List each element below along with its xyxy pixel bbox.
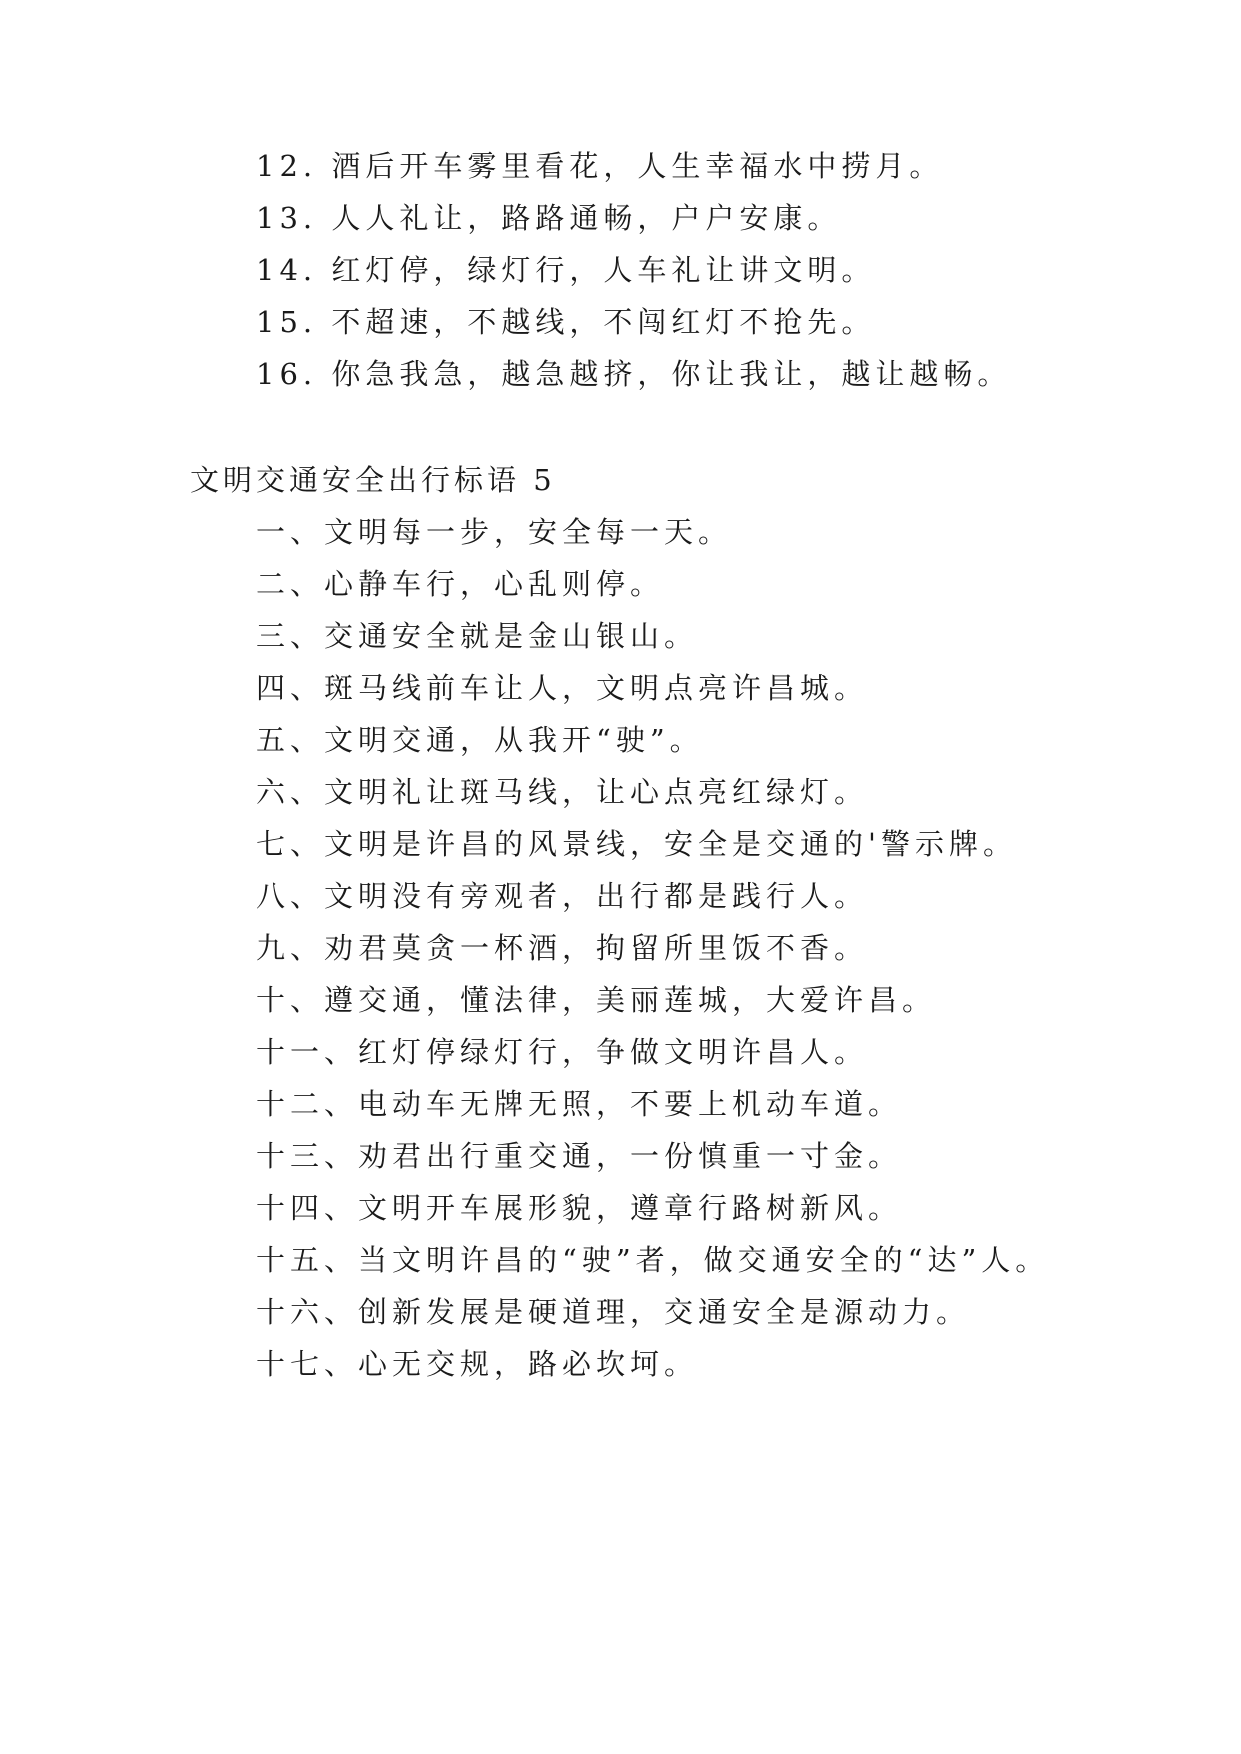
list-item: 七、文明是许昌的风景线，安全是交通的'警示牌。: [256, 827, 1017, 861]
list-item: 十三、劝君出行重交通，一份慎重一寸金。: [256, 1139, 903, 1173]
list-item: 四、斑马线前车让人，文明点亮许昌城。: [256, 671, 869, 705]
list-item: 十五、当文明许昌的“驶”者，做交通安全的“达”人。: [256, 1243, 1050, 1277]
list-item: 十四、文明开车展形貌，遵章行路树新风。: [256, 1191, 903, 1225]
list-item: 八、文明没有旁观者，出行都是践行人。: [256, 879, 869, 913]
list-item: 二、心静车行，心乱则停。: [256, 567, 665, 601]
list-item: 五、文明交通，从我开“驶”。: [256, 723, 704, 757]
list-item: 14. 红灯停，绿灯行，人车礼让讲文明。: [256, 253, 876, 287]
list-item: 十六、创新发展是硬道理，交通安全是源动力。: [256, 1295, 971, 1329]
list-item: 九、劝君莫贪一杯酒，拘留所里饭不香。: [256, 931, 869, 965]
list-item: 十七、心无交规，路必坎坷。: [256, 1347, 699, 1381]
list-item: 十二、电动车无牌无照，不要上机动车道。: [256, 1087, 903, 1121]
list-item: 12. 酒后开车雾里看花，人生幸福水中捞月。: [256, 149, 944, 183]
list-item: 15. 不超速，不越线，不闯红灯不抢先。: [256, 305, 876, 339]
list-item: 三、交通安全就是金山银山。: [256, 619, 699, 653]
list-item: 十一、红灯停绿灯行，争做文明许昌人。: [256, 1035, 869, 1069]
list-item: 13. 人人礼让，路路通畅，户户安康。: [256, 201, 842, 235]
section-heading: 文明交通安全出行标语 5: [190, 463, 556, 497]
list-item: 一、文明每一步，安全每一天。: [256, 515, 733, 549]
list-item: 十、遵交通，懂法律，美丽莲城，大爱许昌。: [256, 983, 937, 1017]
list-item: 六、文明礼让斑马线，让心点亮红绿灯。: [256, 775, 869, 809]
list-item: 16. 你急我急，越急越挤，你让我让，越让越畅。: [256, 357, 1012, 391]
